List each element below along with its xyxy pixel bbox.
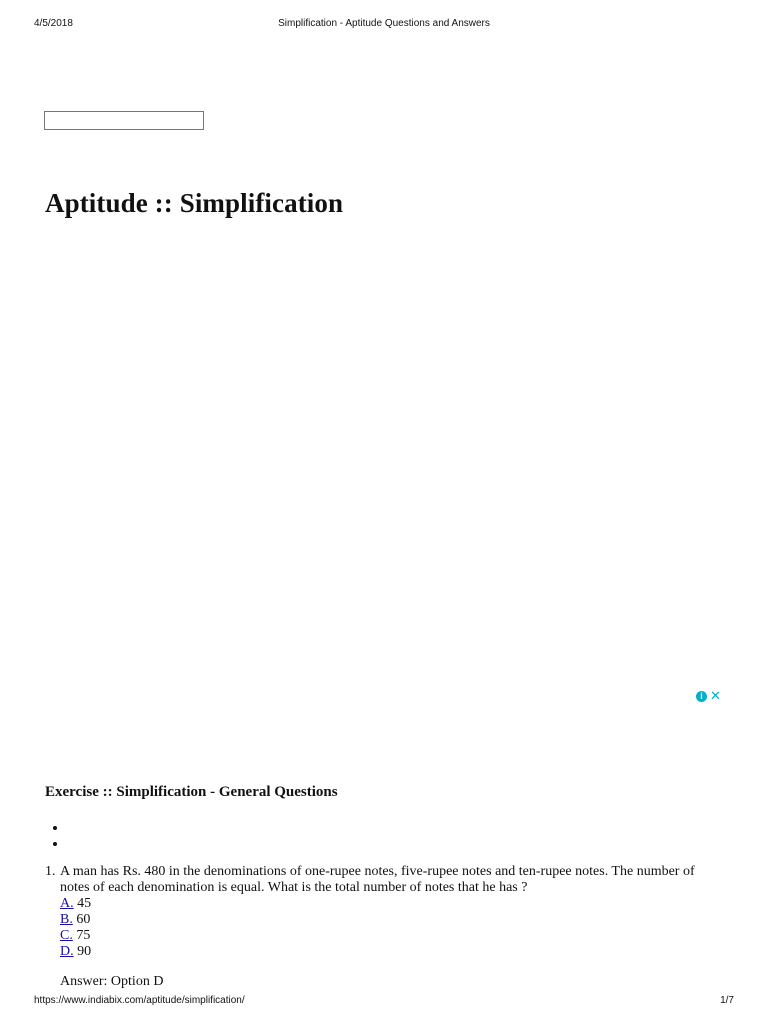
page-number: 1/7 xyxy=(720,995,734,1006)
print-url: https://www.indiabix.com/aptitude/simplification/ xyxy=(34,995,245,1006)
option-b-link[interactable]: B. xyxy=(60,912,73,927)
option-c-link[interactable]: C. xyxy=(60,928,73,943)
ad-controls xyxy=(696,689,721,703)
print-footer xyxy=(0,995,768,1009)
question-number: 1. xyxy=(45,864,56,879)
answer-text: Answer: Option D xyxy=(60,974,164,989)
question-1 xyxy=(45,864,725,990)
option-d xyxy=(60,944,725,960)
print-header xyxy=(0,18,768,32)
option-d-value: 90 xyxy=(77,944,92,959)
print-date: 4/5/2018 xyxy=(34,18,73,29)
print-page-title: Simplification - Aptitude Questions and Answers xyxy=(278,18,490,29)
info-icon[interactable]: i xyxy=(696,691,707,702)
search-input[interactable] xyxy=(44,111,204,130)
close-icon[interactable]: ✕ xyxy=(710,688,721,704)
option-b xyxy=(60,912,725,928)
question-text: A man has Rs. 480 in the denominations of one-rupee notes, five-rupee notes and ten-rupee notes. The number of notes of each denomination is equal. What is the total number of notes that he has ? xyxy=(60,864,695,895)
option-a-value: 45 xyxy=(77,896,92,911)
option-d-link[interactable]: D. xyxy=(60,944,74,959)
option-c-value: 75 xyxy=(76,928,91,943)
page-title: Aptitude :: Simplification xyxy=(45,188,344,218)
option-a-link[interactable]: A. xyxy=(60,896,74,911)
answer-options xyxy=(60,896,725,960)
option-c xyxy=(60,928,725,944)
option-b-value: 60 xyxy=(76,912,91,927)
option-a xyxy=(60,896,725,912)
exercise-heading: Exercise :: Simplification - General Questions xyxy=(45,784,338,800)
bullet-list xyxy=(45,820,68,852)
